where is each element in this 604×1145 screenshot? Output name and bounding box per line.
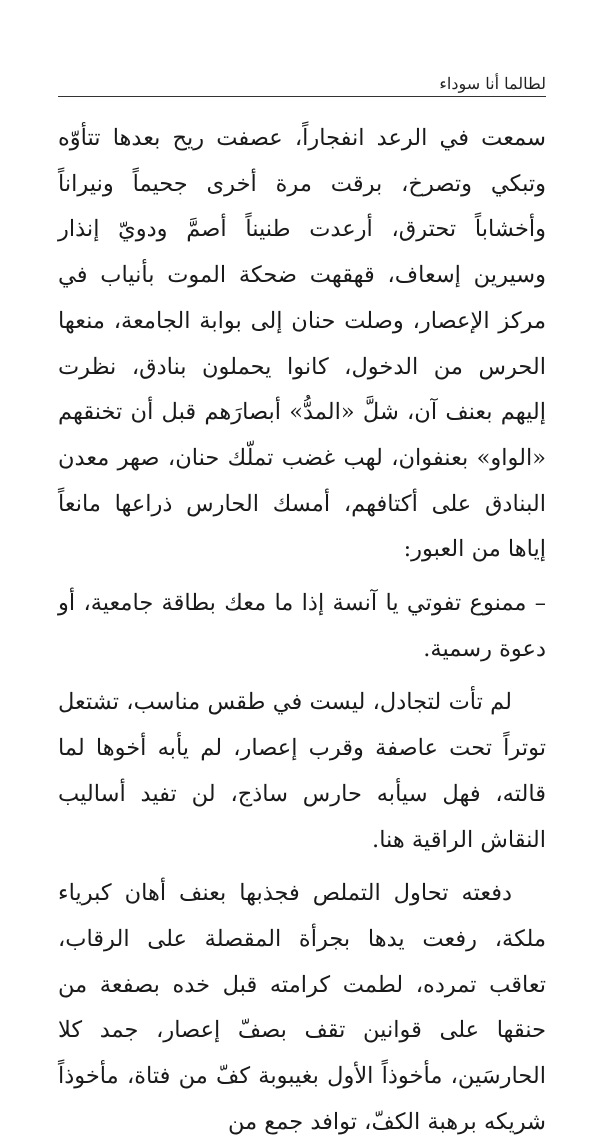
paragraph-4: دفعته تحاول التملص فجذبها بعنف أهان كبرياء ملكة، رفعت يدها بجرأة المقصلة على الرقاب، تعاقب تمرده، لطمت كرامته قبل خده بصفعة من حنقها على قوانين تقف بصفّ إعصار، جمد كلا الحارسَين، مأخوذاً الأول بغيبوبة كفّ من فتاة، مأخوذاً شريكه برهبة الكفّ، توافد جمع من [58,880,546,1135]
paragraph-3: لم تأت لتجادل، ليست في طقس مناسب، تشتعل توتراً تحت عاصفة وقرب إعصار، لم يأبه أخوها لما قالته، فهل سيأبه حارس ساذج، لن تفيد أساليب النقاش الراقية هنا. [58,689,546,853]
paragraph-1: سمعت في الرعد انفجاراً، عصفت ريح بعدها تتأوّه وتبكي وتصرخ، برقت مرة أخرى جحيماً ونيراناً وأخشاباً تحترق، أرعدت طنيناً أصمَّ ودويّ إنذار وسيرين إسعاف، قهقهت ضحكة الموت بأنياب في مركز الإعصار، وصلت حنان إلى بوابة الجامعة، منعها الحرس من الدخول، كانوا يحملون بنادق، نظرت إليهم بعنف آن، شلَّ «المدُّ» أبصارَهم قبل أن تخنقهم «الواو» بعنفوان، لهب غضب تملّك حنان، صهر معدن البنادق على أكتافهم، أمسك الحارس ذراعها مانعاً إياها من العبور: [58,125,546,563]
paragraph-2-dialogue: – ممنوع تفوتي يا آنسة إذا ما معك بطاقة جامعية، أو دعوة رسمية. [58,590,546,662]
header-divider [58,96,546,97]
page-body [58,116,546,1145]
running-header-title: لطالما أنا سوداء [439,74,546,93]
